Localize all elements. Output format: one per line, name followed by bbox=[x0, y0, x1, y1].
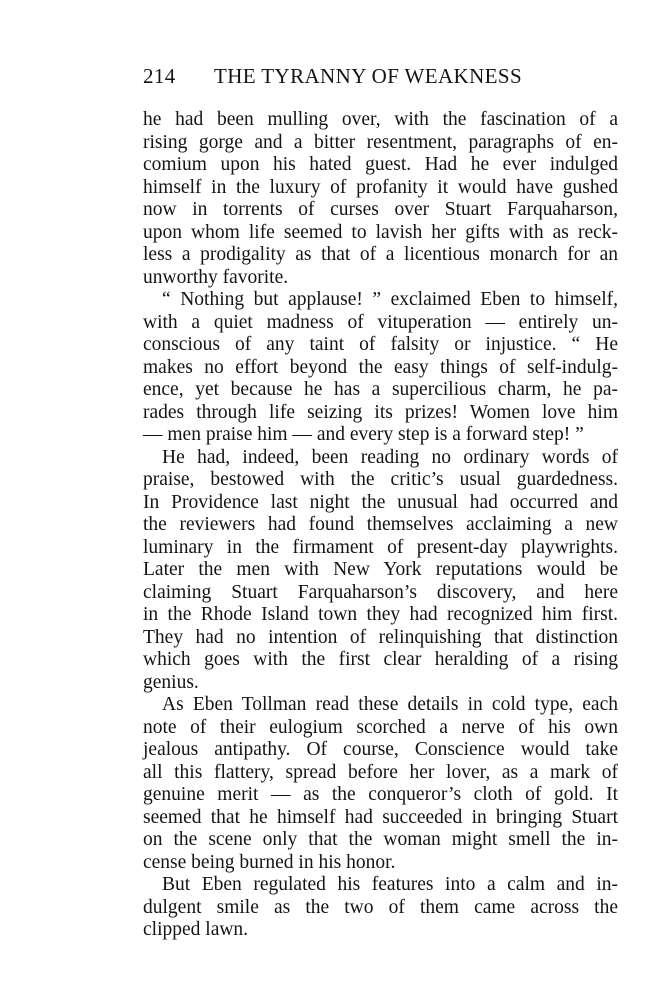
text-line: on the scene only that the woman might smell the in- bbox=[143, 829, 618, 850]
body-text bbox=[143, 109, 618, 942]
text-line: cense being burned in his honor. bbox=[143, 851, 396, 873]
text-line: ence, yet because he has a supercilious charm, he pa- bbox=[143, 379, 618, 400]
text-line: the reviewers had found themselves acclaiming a new bbox=[143, 514, 618, 535]
text-line: praise, bestowed with the critic’s usual guardedness. bbox=[143, 469, 618, 490]
text-line: unworthy favorite. bbox=[143, 266, 289, 288]
text-line: makes no effort beyond the easy things of self-indulg- bbox=[143, 356, 618, 378]
text-line: upon whom life seemed to lavish her gifts with as reck- bbox=[143, 221, 618, 243]
text-line: seemed that he himself had succeeded in bringing Stuart bbox=[143, 806, 618, 828]
text-line: with a quiet madness of vituperation — entirely un- bbox=[143, 311, 618, 333]
text-line: Later the men with New York reputations would be bbox=[143, 559, 618, 580]
text-line: They had no intention of relinquishing that distinction bbox=[143, 626, 618, 648]
text-line: in the Rhode Island town they had recognized him first. bbox=[143, 604, 618, 625]
text-line: rades through life seizing its prizes! Women love him bbox=[143, 401, 618, 423]
text-line: he had been mulling over, with the fascination of a bbox=[143, 109, 618, 130]
text-line: rising gorge and a bitter resentment, paragraphs of en- bbox=[143, 131, 618, 153]
text-line: In Providence last night the unusual had occurred and bbox=[143, 491, 618, 513]
text-line: genuine merit — as the conqueror’s cloth of gold. It bbox=[143, 784, 618, 805]
text-line: which goes with the first clear heralding of a rising bbox=[143, 649, 618, 670]
text-line: jealous antipathy. Of course, Conscience would take bbox=[143, 739, 618, 760]
text-line: less a prodigality as that of a licentious monarch for an bbox=[143, 244, 618, 265]
text-line: As Eben Tollman read these details in cold type, each bbox=[162, 694, 618, 715]
running-title: THE TYRANNY OF WEAKNESS bbox=[214, 64, 523, 88]
page-header bbox=[143, 64, 603, 94]
text-line: himself in the luxury of profanity it would have gushed bbox=[143, 176, 618, 198]
text-line: comium upon his hated guest. Had he ever indulged bbox=[143, 154, 618, 175]
text-line: note of their eulogium scorched a nerve of his own bbox=[143, 716, 618, 738]
text-line: conscious of any taint of falsity or injustice. “ He bbox=[143, 334, 618, 355]
text-line: now in torrents of curses over Stuart Farquaharson, bbox=[143, 199, 618, 220]
text-line: all this flattery, spread before her lover, as a mark of bbox=[143, 761, 618, 783]
text-line: claiming Stuart Farquaharson’s discovery, and here bbox=[143, 581, 618, 603]
text-line: clipped lawn. bbox=[143, 919, 249, 940]
text-line: genius. bbox=[143, 671, 199, 693]
text-line: “ Nothing but applause! ” exclaimed Eben to himself, bbox=[162, 289, 618, 310]
text-line: But Eben regulated his features into a calm and in- bbox=[162, 874, 618, 895]
text-line: dulgent smile as the two of them came across the bbox=[143, 896, 618, 918]
text-line: He had, indeed, been reading no ordinary words of bbox=[162, 446, 618, 468]
text-line: luminary in the firmament of present-day playwrights. bbox=[143, 536, 618, 558]
text-line: — men praise him — and every step is a forward step! ” bbox=[143, 424, 584, 445]
page-number: 214 bbox=[143, 64, 176, 88]
